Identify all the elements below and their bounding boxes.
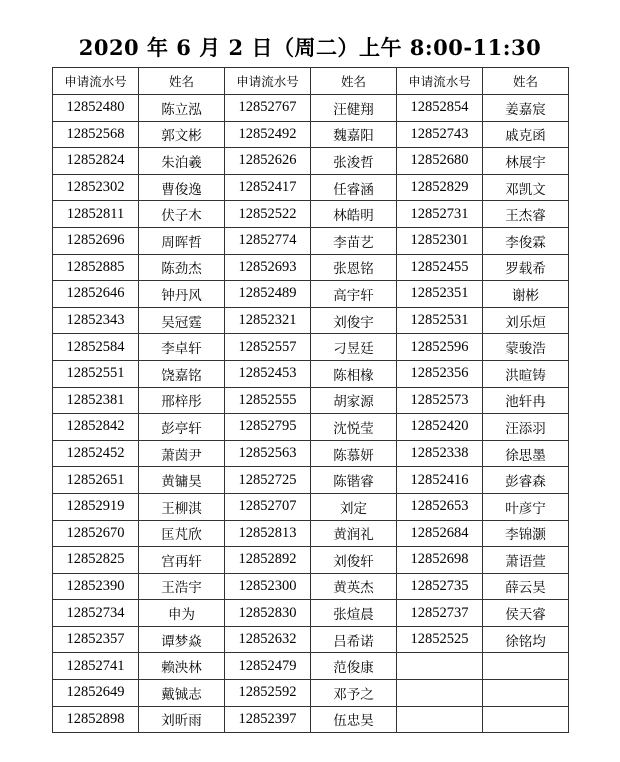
serial-cell: 12852646: [53, 281, 139, 308]
serial-cell: 12852596: [397, 334, 483, 361]
table-row: [53, 414, 569, 441]
name-cell: [483, 706, 569, 733]
serial-cell: 12852390: [53, 573, 139, 600]
name-cell: 刘乐烜: [483, 307, 569, 334]
name-cell: 林展宇: [483, 148, 569, 175]
serial-cell: 12852649: [53, 680, 139, 707]
serial-cell: 12852356: [397, 360, 483, 387]
serial-cell: 12852767: [225, 95, 311, 122]
name-cell: 陈锴睿: [311, 467, 397, 494]
serial-cell: 12852892: [225, 547, 311, 574]
name-cell: 姜嘉宸: [483, 95, 569, 122]
name-cell: 池轩冉: [483, 387, 569, 414]
serial-cell: 12852698: [397, 547, 483, 574]
serial-cell: 12852563: [225, 440, 311, 467]
name-cell: 沈悦莹: [311, 414, 397, 441]
serial-cell: 12852479: [225, 653, 311, 680]
table-row: [53, 387, 569, 414]
header-name-1: 姓名: [139, 68, 225, 95]
table-row: [53, 493, 569, 520]
serial-cell: 12852684: [397, 520, 483, 547]
serial-cell: 12852489: [225, 281, 311, 308]
name-cell: 李俊霖: [483, 227, 569, 254]
name-cell: 张恩铭: [311, 254, 397, 281]
header-serial-3: 申请流水号: [397, 68, 483, 95]
name-cell: 伏子木: [139, 201, 225, 228]
serial-cell: 12852824: [53, 148, 139, 175]
name-cell: 谢彬: [483, 281, 569, 308]
header-row: [53, 68, 569, 95]
serial-cell: 12852842: [53, 414, 139, 441]
serial-cell: 12852811: [53, 201, 139, 228]
table-row: [53, 174, 569, 201]
serial-cell: 12852300: [225, 573, 311, 600]
serial-cell: 12852725: [225, 467, 311, 494]
table-row: [53, 547, 569, 574]
name-cell: 陈立泓: [139, 95, 225, 122]
serial-cell: 12852825: [53, 547, 139, 574]
name-cell: 张煊晨: [311, 600, 397, 627]
serial-cell: 12852813: [225, 520, 311, 547]
name-cell: 邓凯文: [483, 174, 569, 201]
serial-cell: 12852741: [53, 653, 139, 680]
name-cell: 薛云昊: [483, 573, 569, 600]
serial-cell: 12852696: [53, 227, 139, 254]
header-serial-1: 申请流水号: [53, 68, 139, 95]
serial-cell: 12852693: [225, 254, 311, 281]
page-title: 2020 年 6 月 2 日（周二）上午 8:00-11:30: [78, 35, 542, 60]
name-cell: 彭亭轩: [139, 414, 225, 441]
name-cell: [483, 653, 569, 680]
name-cell: 蒙骏浩: [483, 334, 569, 361]
table-header: [53, 68, 569, 95]
name-cell: 李锦灏: [483, 520, 569, 547]
table-row: [53, 653, 569, 680]
serial-cell: 12852531: [397, 307, 483, 334]
serial-cell: 12852632: [225, 626, 311, 653]
serial-cell: 12852584: [53, 334, 139, 361]
serial-cell: 12852735: [397, 573, 483, 600]
name-cell: 黄英杰: [311, 573, 397, 600]
name-cell: 钟丹风: [139, 281, 225, 308]
name-cell: 林皓明: [311, 201, 397, 228]
table-row: [53, 706, 569, 733]
name-cell: 萧语萱: [483, 547, 569, 574]
name-cell: 吕希诺: [311, 626, 397, 653]
name-cell: 刘昕雨: [139, 706, 225, 733]
applicant-table: [52, 67, 569, 733]
table-row: [53, 626, 569, 653]
table-row: [53, 307, 569, 334]
name-cell: 胡家源: [311, 387, 397, 414]
name-cell: 萧茵尹: [139, 440, 225, 467]
name-cell: 侯天睿: [483, 600, 569, 627]
name-cell: 魏嘉阳: [311, 121, 397, 148]
table-row: [53, 121, 569, 148]
table-row: [53, 281, 569, 308]
serial-cell: 12852416: [397, 467, 483, 494]
serial-cell: 12852557: [225, 334, 311, 361]
name-cell: 曹俊逸: [139, 174, 225, 201]
serial-cell: 12852321: [225, 307, 311, 334]
name-cell: 汪添羽: [483, 414, 569, 441]
name-cell: 陈劲杰: [139, 254, 225, 281]
table-row: [53, 440, 569, 467]
name-cell: 戚克函: [483, 121, 569, 148]
name-cell: 刘定: [311, 493, 397, 520]
header-name-3: 姓名: [483, 68, 569, 95]
name-cell: 刘俊宇: [311, 307, 397, 334]
serial-cell: 12852743: [397, 121, 483, 148]
name-cell: 伍忠昊: [311, 706, 397, 733]
serial-cell: 12852707: [225, 493, 311, 520]
serial-cell: 12852854: [397, 95, 483, 122]
name-cell: 黄镛昊: [139, 467, 225, 494]
serial-cell: 12852301: [397, 227, 483, 254]
name-cell: 吴冠霆: [139, 307, 225, 334]
name-cell: 陈慕妍: [311, 440, 397, 467]
name-cell: 王杰睿: [483, 201, 569, 228]
name-cell: 徐思墨: [483, 440, 569, 467]
serial-cell: 12852453: [225, 360, 311, 387]
name-cell: 饶嘉铭: [139, 360, 225, 387]
serial-cell: 12852568: [53, 121, 139, 148]
table-row: [53, 600, 569, 627]
table-row: [53, 573, 569, 600]
serial-cell: 12852651: [53, 467, 139, 494]
table-row: [53, 360, 569, 387]
name-cell: 赖泱林: [139, 653, 225, 680]
serial-cell: 12852357: [53, 626, 139, 653]
serial-cell: 12852795: [225, 414, 311, 441]
serial-cell: [397, 653, 483, 680]
name-cell: 谭梦焱: [139, 626, 225, 653]
serial-cell: 12852626: [225, 148, 311, 175]
name-cell: 范俊康: [311, 653, 397, 680]
serial-cell: 12852551: [53, 360, 139, 387]
name-cell: 李苗艺: [311, 227, 397, 254]
name-cell: 朱泊羲: [139, 148, 225, 175]
serial-cell: 12852452: [53, 440, 139, 467]
name-cell: 宫再轩: [139, 547, 225, 574]
table-row: [53, 95, 569, 122]
serial-cell: [397, 680, 483, 707]
serial-cell: 12852653: [397, 493, 483, 520]
serial-cell: 12852338: [397, 440, 483, 467]
serial-cell: 12852397: [225, 706, 311, 733]
name-cell: 任睿涵: [311, 174, 397, 201]
name-cell: 高宇轩: [311, 281, 397, 308]
serial-cell: 12852525: [397, 626, 483, 653]
name-cell: 邓予之: [311, 680, 397, 707]
name-cell: 汪健翔: [311, 95, 397, 122]
serial-cell: 12852417: [225, 174, 311, 201]
serial-cell: 12852492: [225, 121, 311, 148]
name-cell: 彭睿森: [483, 467, 569, 494]
serial-cell: 12852737: [397, 600, 483, 627]
name-cell: 邢梓彤: [139, 387, 225, 414]
serial-cell: 12852734: [53, 600, 139, 627]
name-cell: 洪暄铸: [483, 360, 569, 387]
serial-cell: 12852302: [53, 174, 139, 201]
name-cell: 李卓轩: [139, 334, 225, 361]
serial-cell: 12852420: [397, 414, 483, 441]
name-cell: 周晖哲: [139, 227, 225, 254]
name-cell: 申为: [139, 600, 225, 627]
name-cell: 徐铭均: [483, 626, 569, 653]
table-row: [53, 227, 569, 254]
name-cell: 刁昱廷: [311, 334, 397, 361]
table-body: [53, 95, 569, 733]
serial-cell: 12852830: [225, 600, 311, 627]
table-row: [53, 254, 569, 281]
serial-cell: 12852885: [53, 254, 139, 281]
serial-cell: 12852343: [53, 307, 139, 334]
table-row: [53, 334, 569, 361]
name-cell: [483, 680, 569, 707]
serial-cell: 12852731: [397, 201, 483, 228]
name-cell: 王柳淇: [139, 493, 225, 520]
serial-cell: 12852774: [225, 227, 311, 254]
header-serial-2: 申请流水号: [225, 68, 311, 95]
header-name-2: 姓名: [311, 68, 397, 95]
name-cell: 陈相椽: [311, 360, 397, 387]
serial-cell: 12852919: [53, 493, 139, 520]
serial-cell: 12852898: [53, 706, 139, 733]
serial-cell: [397, 706, 483, 733]
serial-cell: 12852592: [225, 680, 311, 707]
serial-cell: 12852680: [397, 148, 483, 175]
name-cell: 张浚哲: [311, 148, 397, 175]
table-row: [53, 201, 569, 228]
serial-cell: 12852522: [225, 201, 311, 228]
serial-cell: 12852455: [397, 254, 483, 281]
name-cell: 王浩宇: [139, 573, 225, 600]
name-cell: 郭文彬: [139, 121, 225, 148]
name-cell: 匡芃欣: [139, 520, 225, 547]
name-cell: 叶彦宁: [483, 493, 569, 520]
table-row: [53, 520, 569, 547]
serial-cell: 12852555: [225, 387, 311, 414]
serial-cell: 12852351: [397, 281, 483, 308]
table-row: [53, 680, 569, 707]
serial-cell: 12852573: [397, 387, 483, 414]
table-row: [53, 148, 569, 175]
name-cell: 黄润礼: [311, 520, 397, 547]
name-cell: 刘俊轩: [311, 547, 397, 574]
serial-cell: 12852829: [397, 174, 483, 201]
serial-cell: 12852480: [53, 95, 139, 122]
table-row: [53, 467, 569, 494]
serial-cell: 12852670: [53, 520, 139, 547]
serial-cell: 12852381: [53, 387, 139, 414]
name-cell: 罗载希: [483, 254, 569, 281]
name-cell: 戴铖志: [139, 680, 225, 707]
